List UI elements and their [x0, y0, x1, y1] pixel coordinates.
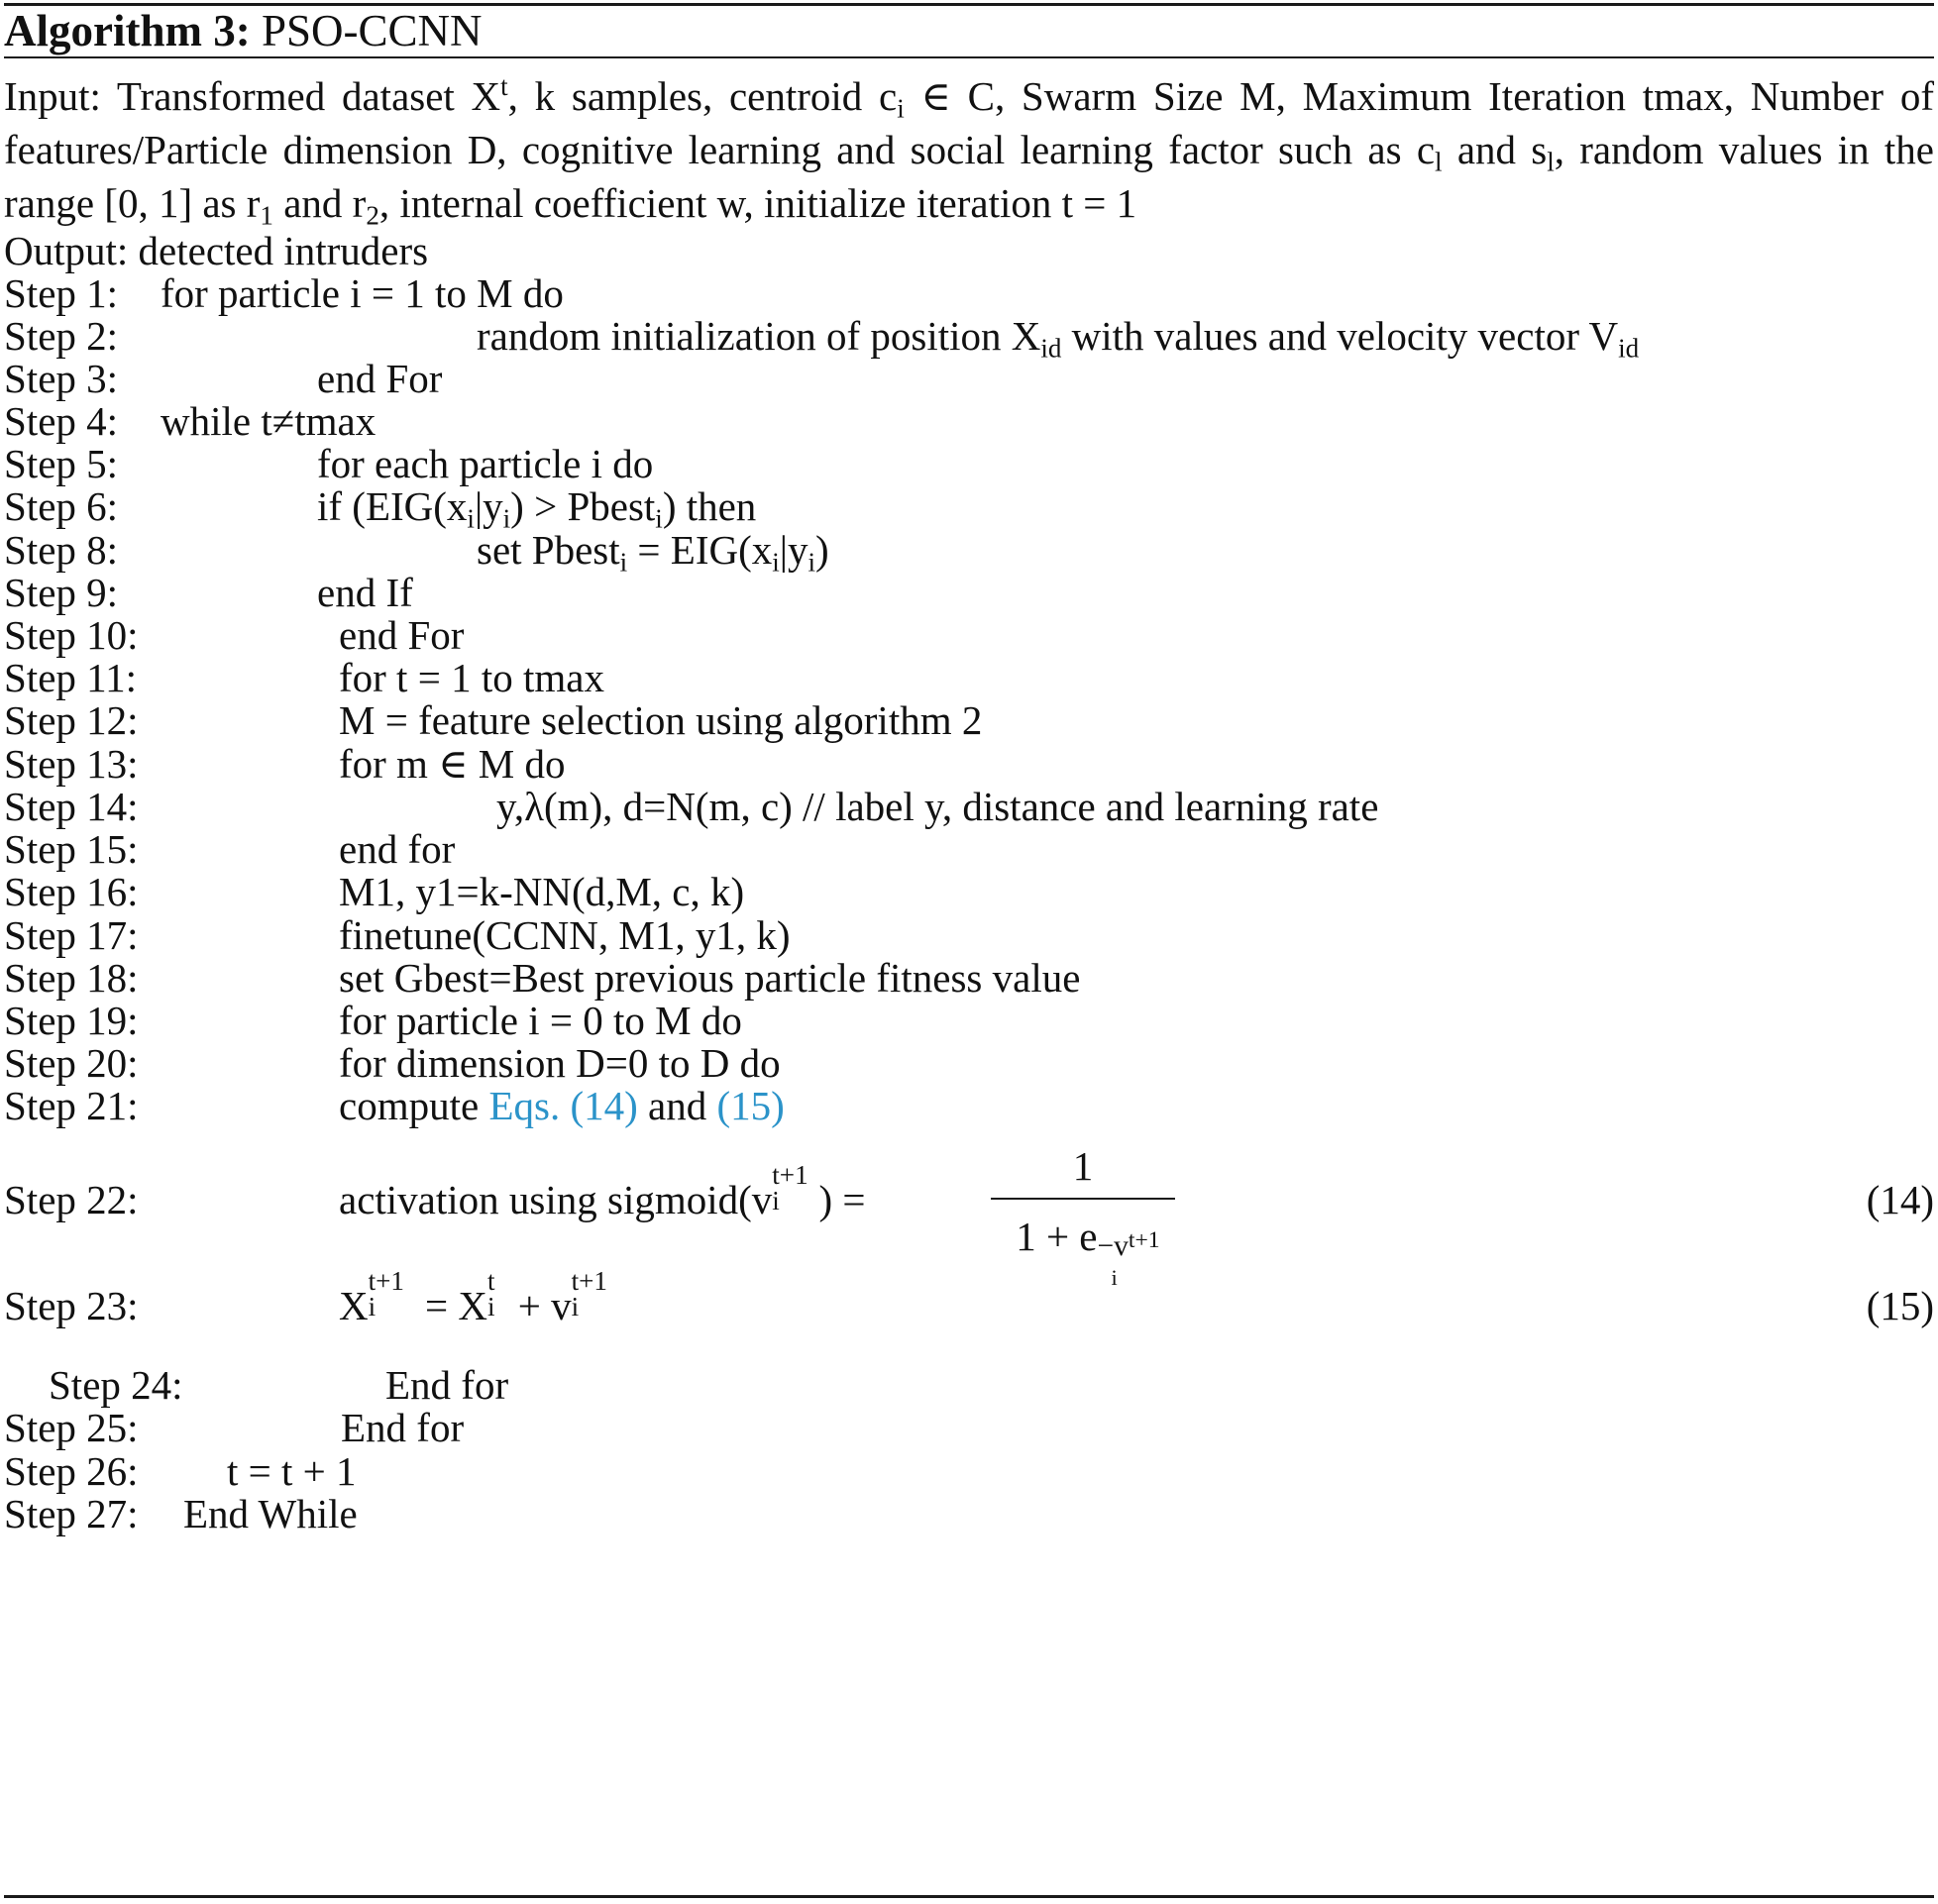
- step-text: set Gbest=Best previous particle fitness value: [339, 955, 1081, 1001]
- step-text: End for: [385, 1362, 509, 1408]
- step-label: Step 26:: [4, 1448, 139, 1494]
- bottom-rule: [4, 1895, 1934, 1898]
- step-text: activation using sigmoid(v t+1 i ) =: [339, 1159, 866, 1222]
- step-label: Step 19:: [4, 998, 139, 1043]
- step-text: end for: [339, 826, 456, 872]
- step-text: random initialization of position $X_{id}$ with values and velocity vector $V_{id}$: [477, 313, 1640, 364]
- step-label: Step 6:: [4, 483, 119, 529]
- fraction-bar: [991, 1198, 1175, 1200]
- step-text: set Pbest$_i$ = $EIG(x_i|y_i)$: [477, 527, 829, 578]
- step-text: y,λ(m), d=N(m, c) // label y, distance and learning rate: [496, 784, 1379, 829]
- step-text: End While: [183, 1491, 358, 1536]
- input-paragraph: Input: Transformed dataset $X^t$, k samples, centroid $c_i$ ∈ C, Swarm Size M, Maximum Iteration tmax, Number of features/Particle dimension D, cognitive learning and social learning factor such as $c_l$ and $s_l$, random values in the range [0, 1] as $r_1$ and $r_2$, internal coefficient w, initialize iteration t = 1: [4, 71, 1934, 231]
- step-label: Step 17:: [4, 912, 139, 958]
- step-label: Step 2:: [4, 313, 119, 359]
- fraction-numerator: 1: [1072, 1143, 1094, 1189]
- step-text: M1, y1=k-NN(d,M, c, k): [339, 869, 745, 914]
- step-label: Step 15:: [4, 826, 139, 872]
- fraction-denominator: 1 + e $-v^{t+1}$ i: [1016, 1214, 1160, 1291]
- step-label: Step 16:: [4, 869, 139, 914]
- step-label: Step 10:: [4, 612, 139, 658]
- step-label: Step 3:: [4, 356, 119, 401]
- step-text: X t+1 i = X t i + v t+1 i: [339, 1265, 607, 1328]
- sigmoid-fraction: [991, 1131, 1175, 1291]
- step-label: Step 9:: [4, 570, 119, 615]
- step-label: Step 25:: [4, 1405, 139, 1450]
- title-rule: [4, 56, 1934, 58]
- algorithm-title: [4, 6, 483, 56]
- step-label: Step 24:: [49, 1362, 183, 1408]
- step-text: while t≠tmax: [161, 398, 377, 444]
- step-label: Step 11:: [4, 655, 138, 700]
- step-text: compute Eqs. (14) and (15): [339, 1083, 785, 1128]
- output-line: Output: detected intruders: [4, 228, 429, 273]
- equation-link-14[interactable]: Eqs. (14): [488, 1083, 638, 1128]
- step-text: M = feature selection using algorithm 2: [339, 697, 983, 743]
- equation-number-14: (14): [1866, 1177, 1934, 1222]
- algorithm-name: PSO-CCNN: [261, 6, 483, 55]
- step-text: for particle i = 0 to M do: [339, 998, 742, 1043]
- step-label: Step 14:: [4, 784, 139, 829]
- step-text: for m ∈ M do: [339, 741, 566, 787]
- step-text: for dimension D=0 to D do: [339, 1040, 781, 1086]
- step-text: for particle i = 1 to M do: [161, 270, 564, 316]
- step-label: Step 23:: [4, 1283, 139, 1328]
- step-text: end For: [339, 612, 465, 658]
- step-label: Step 4:: [4, 398, 119, 444]
- step-label: Step 20:: [4, 1040, 139, 1086]
- step-label: Step 21:: [4, 1083, 139, 1128]
- step-text: t = t + 1: [227, 1448, 357, 1494]
- step-label: Step 27:: [4, 1491, 139, 1536]
- step-text: if ($EIG(x_i|y_i)$ > Pbest$_i$) then: [317, 483, 757, 534]
- step-text: end For: [317, 356, 443, 401]
- step-label: Step 18:: [4, 955, 139, 1001]
- equation-link-15[interactable]: (15): [716, 1083, 785, 1128]
- step-label: Step 5:: [4, 441, 119, 486]
- step-text: for each particle i do: [317, 441, 654, 486]
- step-text: for t = 1 to tmax: [339, 655, 604, 700]
- equation-number-15: (15): [1866, 1283, 1934, 1328]
- step-text: end If: [317, 570, 413, 615]
- step-label: Step 12:: [4, 697, 139, 743]
- step-label: Step 8:: [4, 527, 119, 573]
- step-label: Step 1:: [4, 270, 119, 316]
- step-label: Step 13:: [4, 741, 139, 787]
- step-text: finetune(CCNN, M1, y1, k): [339, 912, 791, 958]
- step-label: Step 22:: [4, 1177, 139, 1222]
- algorithm-label: Algorithm 3:: [4, 6, 251, 55]
- step-text: End for: [341, 1405, 465, 1450]
